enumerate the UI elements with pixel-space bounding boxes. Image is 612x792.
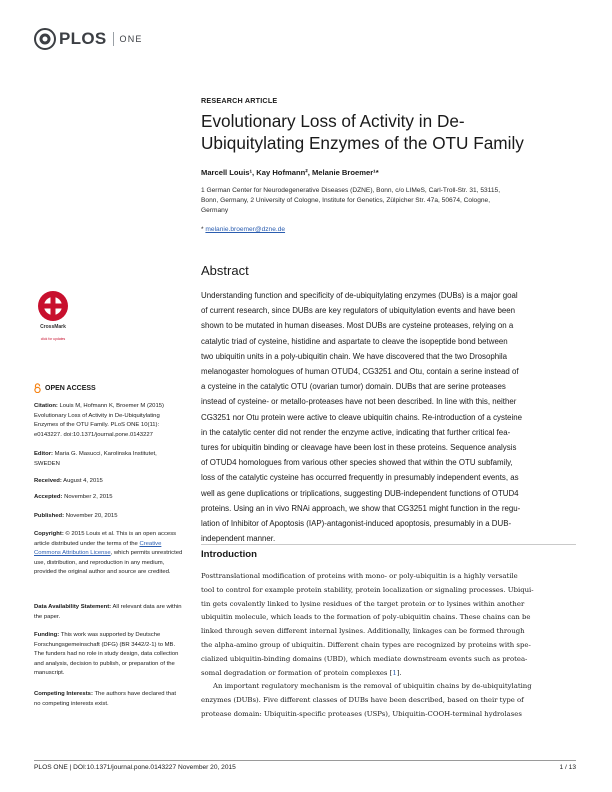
intro-line: cialized ubiquitin-binding domains (UBD), which mediate downstream events such as protea- [201,654,528,663]
brand-name: PLOS [59,29,107,48]
crossmark-badge[interactable] [36,289,70,341]
abstract-line: lation of Inhibitor of Apoptosis (IAP)-antagonist-induced apoptosis, presumably in a DUB- [201,519,512,529]
journal-name: ONE [119,34,143,44]
page-number: 1 / 13 [559,764,576,771]
affiliation-line: Bonn, Germany, 2 University of Cologne, Institute for Genetics, Zülpicher Str. 47a, 50674, Cologne, [201,197,491,204]
intro-line: tool to control for example protein stability, protein localization or signaling processes. Ubiqui- [201,585,534,594]
open-access-badge [34,383,96,393]
section-divider [201,544,576,545]
published-block [34,512,184,522]
abstract-line: of current research, since DUBs are key regulators of ubiquitylation events and have been [201,306,516,316]
received-block [34,477,184,487]
license-link[interactable]: Creative Commons Attribution License [34,540,162,557]
funding-label: Funding: [34,632,60,638]
footer-divider [34,760,576,761]
abstract-line: Understanding function and specificity of de-ubiquitylating enzymes (DUBs) is a major goal [201,291,518,300]
accepted-date: November 2, 2015 [64,494,113,500]
editor-text: Maria G. Masucci, Karolinska Institutet, SWEDEN [34,451,157,467]
abstract-line: CG3251 nor Otu protein were active to cleave ubiquitin chains. Re-introduction of a cysteine [201,412,523,422]
copyright-text-end: , which permits unrestricted use, distribution, and reproduction in any medium, provided the original author and source are credited. [34,550,183,576]
introduction-heading: Introduction [201,549,257,560]
received-label: Received: [34,478,62,484]
svg-text:CrossMark: CrossMark [40,324,66,330]
intro-line: An important regulatory mechanism is the removal of ubiquitin chains by de-ubiquitylating [213,682,532,691]
intro-line: protease domain: Ubiquitin-specific proteases (USPs), Ubiquitin-COOH-terminal hydrolases [201,709,522,718]
copyright-text: © 2015 Louis et al. This is an open access article distributed under the terms of the [34,531,177,547]
citation-text: Louis M, Hofmann K, Broemer M (2015) Evolutionary Loss of Activity in De-Ubiquitylating Enzymes of the OTU Family. PLoS ONE 10(11): e0143227. doi:10.1371/journal.pone.0143227 [34,403,164,438]
abstract-line: catalytic triad of cysteine, histidine and aspartate to cleave the isopeptide bond between [201,336,508,346]
intro-line: Posttranslational modification of proteins with mono- or poly-ubiquitin is a highly versatile [201,572,518,580]
editor-block [34,450,184,469]
intro-line: enzymes (DUBs). Five different classes of DUBs have been described, based on their type of [201,696,524,705]
abstract-line: of OTUD4 homologues from various other species showed that within the OTU subfamily, [201,458,513,468]
competing-interests-block [34,690,184,709]
article-title [201,110,576,154]
footer-doi: PLOS ONE | DOI:10.1371/journal.pone.0143227 November 20, 2015 [34,764,236,771]
affiliation-line: 1 German Center for Neurodegenerative Diseases (DZNE), Bonn, c/o LIMeS, Carl-Troll-Str. 31, 53115, [201,187,501,194]
email-prefix: * [201,226,206,233]
citation-label: Citation: [34,403,58,409]
plos-logo-icon [34,28,56,50]
copyright-block [34,530,184,578]
abstract-line: in the catalytic center did not render the enzyme active, indicating that further critical fea- [201,427,511,437]
accepted-label: Accepted: [34,494,63,500]
affiliations [201,186,576,216]
intro-line [201,667,577,681]
abstract-body [201,288,581,546]
abstract-line: a cysteine in the catalytic OTU (ovarian tumor) domain. DUBs that are serine proteases [201,382,506,392]
crossmark-label: click for updates [40,337,66,341]
citation-link[interactable]: 1 [392,668,397,677]
email-link[interactable]: melanie.broemer@dzne.de [205,226,286,233]
title-line: Ubiquitylating Enzymes of the OTU Family [201,133,524,153]
abstract-line: tures for ubiquitin binding or cleavage have been lost in these proteins. Sequence analysis [201,443,517,453]
abstract-line: well as gene duplications or triplications, suggesting DUB-independent functions of OTUD4 [201,488,519,498]
open-access-label: OPEN ACCESS [45,384,96,392]
published-label: Published: [34,513,65,519]
intro-line: tin gets covalently linked to lysine residues of the target protein or to lysines within another [201,599,525,608]
editor-label: Editor: [34,451,53,457]
competing-interests-label: Competing Interests: [34,691,93,697]
abstract-line: independent manner. [201,534,276,544]
data-availability-text: All relevant data are within the paper. [34,604,182,620]
introduction-body [201,570,577,722]
introduction-paragraph [201,680,577,721]
data-availability-block [34,603,184,622]
intro-line-end: ]. [396,668,402,677]
intro-line-text: somal degradation or formation of protein complexes [ [201,668,393,677]
abstract-line: loss of the catalytic cysteine has occurred frequently in presumably independent events, as [201,473,519,483]
affiliation-line: Germany [201,207,229,214]
published-date: November 20, 2015 [65,513,118,519]
title-line: Evolutionary Loss of Activity in De- [201,111,465,131]
open-lock-icon [34,383,41,393]
accepted-block [34,493,184,503]
abstract-line: instead of cysteine- or metallo-proteases have not been described. In line with this, neither [201,397,517,407]
intro-line: ubiquitin molecule, which leads to the formation of poly-ubiquitin chains. These chains can be [201,613,531,622]
corresponding-email [201,226,576,233]
copyright-label: Copyright: [34,531,64,537]
competing-interests-text: The authors have declared that no competing interests exist. [34,691,176,707]
introduction-paragraph [201,570,577,680]
abstract-line: shown to be mutated in human diseases. Most DUBs are cysteine proteases, relying on a [201,321,514,331]
crossmark-icon [36,289,70,335]
author-list: Marcell Louis¹, Kay Hofmann², Melanie Broemer¹* [201,168,379,177]
abstract-line: melanogaster homologues of human OTUD4, CG3251 and Otu, contain a serine instead of [201,367,519,377]
data-availability-label: Data Availability Statement: [34,604,112,610]
plos-one-logo[interactable] [34,28,143,50]
abstract-heading: Abstract [201,263,249,278]
intro-line: the alpha-amino group of ubiquitin. Different chain types are recognized by proteins with spe- [201,640,531,649]
intro-line: linked through seven different internal lysines. Additionally, linkages can be formed through [201,627,525,636]
received-date: August 4, 2015 [63,478,103,484]
logo-divider [113,32,114,46]
abstract-line: proteins. Using an in vivo RNAi approach, we show that CG3251 might function in the regu- [201,503,521,513]
funding-text: This work was supported by Deutsche Forschungsgemeinschaft (DFG) (BR 3442/2-1) to MB. The funders had no role in study design, data collection and analysis, decision to publish, or preparation of the manuscript. [34,632,179,677]
section-label: RESEARCH ARTICLE [201,96,278,105]
funding-block [34,631,184,679]
abstract-line: two ubiquitin units in a poly-ubiquitin chain. We have discovered that the two Drosophila [201,351,508,361]
citation-block [34,402,184,440]
